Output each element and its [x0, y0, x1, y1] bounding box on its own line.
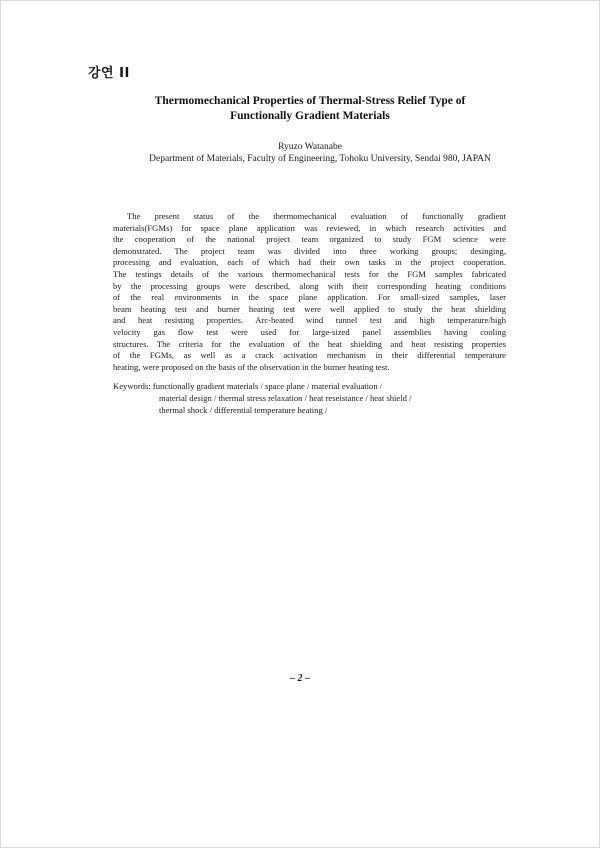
paper-title — [90, 94, 530, 124]
page-number: – 2 – — [290, 673, 310, 684]
abstract — [113, 211, 506, 373]
abstract-line: heating, were proposed on the basis of the observation in the burner heating test. — [113, 361, 390, 372]
paper-title-line-1: Thermomechanical Properties of Thermal-Stress Relief Type of — [154, 95, 466, 107]
author-name: Ryuzo Watanabe — [278, 142, 342, 152]
abstract-line: demonstrated. The project team was divided into three working groups; desinging, — [113, 245, 506, 256]
abstract-line: processing and evaluation, each of which had their own tasks in the project cooperation. — [113, 257, 506, 268]
abstract-line: velocity gas flow test were used for large-sized panel assemblies having cooling — [113, 326, 506, 337]
abstract-line: beam heating test and burner heating test were well applied to study the heat shielding — [113, 303, 506, 314]
abstract-line: of the FGMs, as well as a crack activation mechanism in their differential temperature — [113, 350, 506, 361]
abstract-line: of the real environments in the space plane application. For small-sized samples, laser — [113, 292, 506, 303]
abstract-line: and heat resisting properties. Arc-heated wind tunnel test and high temperature/high — [113, 315, 506, 326]
section-tag: 강연 II — [88, 66, 130, 81]
keywords — [113, 380, 506, 417]
abstract-line: the cooperation of the national project team organized to study FGM science were — [113, 234, 506, 245]
keywords-line: thermal shock / differential temperature heating / — [159, 405, 328, 416]
abstract-line: The testings details of the various thermomechanical tests for the FGM samples fabricated — [113, 268, 506, 279]
abstract-line: materials(FGMs) for space plane application was reviewed, in which research activities and — [113, 222, 506, 233]
keywords-line: material design / thermal stress relaxation / heat reseistance / heat shield / — [159, 393, 412, 404]
abstract-line: structures. The criteria for the evaluation of the heat shielding and heat resisting properties — [113, 338, 506, 349]
abstract-line: by the processing groups were described, along with their corresponding heating conditions — [113, 280, 506, 291]
paper-title-line-2: Functionally Gradient Materials — [230, 110, 390, 122]
abstract-line: The present status of the thermomechanical evaluation of functionally gradient — [127, 211, 506, 221]
keywords-line: Keywords: functionally gradient materials / space plane / material evaluation / — [113, 381, 383, 391]
author-affiliation: Department of Materials, Faculty of Engineering, Tohoku University, Sendai 980, JAPAN — [149, 154, 491, 164]
